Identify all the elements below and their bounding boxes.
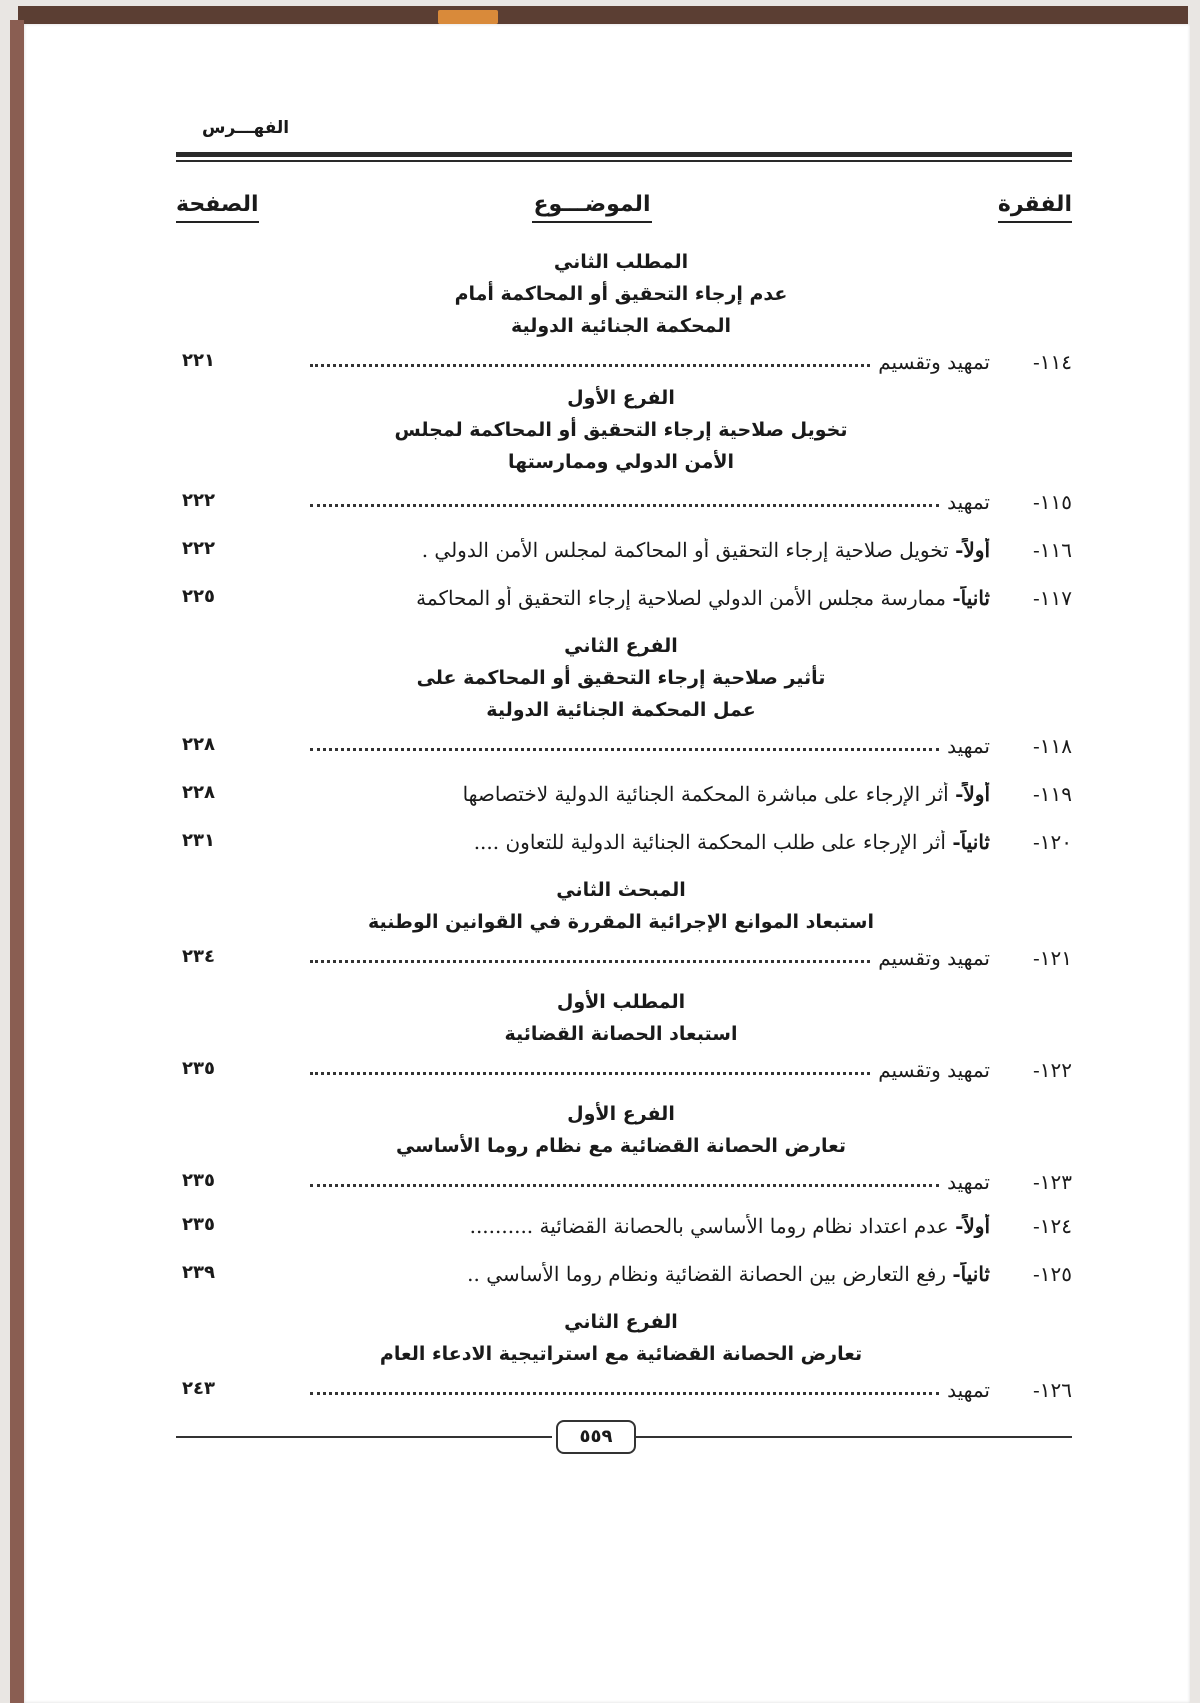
entry-text: تمهيد [947,734,990,758]
entry-ordinal: ثانياً- [952,586,990,610]
entry-text: أثر الإرجاء على مباشرة المحكمة الجنائية الدولية لاختصاصها [462,782,949,806]
page-reference: ٢٣٥ [182,1058,215,1079]
entry-title [290,1378,990,1402]
page-reference: ٢٣٥ [182,1170,215,1191]
entry-title [290,1262,990,1286]
entry-title [290,946,990,970]
dot-leader [310,960,870,963]
entry-title [290,1058,990,1082]
dot-leader [310,1184,939,1187]
section-heading: تعارض الحصانة القضائية مع نظام روما الأساسي [395,1135,847,1157]
paragraph-number: ١٢٢- [1033,1058,1072,1082]
entry-ordinal: أولاً- [955,782,990,806]
entry-text: تخويل صلاحية إرجاء التحقيق أو المحاكمة لمجلس الأمن الدولي . [421,538,949,562]
paragraph-number: ١٢٣- [1033,1170,1072,1194]
index-entry [176,830,1072,862]
paragraph-number: ١٢١- [1033,946,1072,970]
entry-title [290,490,990,514]
dot-leader [310,1072,870,1075]
index-entry [176,1378,1072,1410]
paragraph-number: ١١٦- [1033,538,1072,562]
entry-text: تمهيد وتقسيم [878,946,990,970]
index-entry [176,946,1072,978]
entry-title [290,1214,990,1238]
page-number: ٥٥٩ [556,1420,636,1454]
entry-text: تمهيد [947,1170,990,1194]
column-header-paragraph: الفقرة [998,192,1072,223]
scan-edge-mark [438,10,498,24]
page-reference: ٢٢٥ [182,586,215,607]
section-heading: الفرع الثاني [564,1311,678,1333]
entry-title [290,782,990,806]
page-reference: ٢٣٥ [182,1214,215,1235]
entry-text: تمهيد [947,1378,990,1402]
section-heading: تأثير صلاحية إرجاء التحقيق أو المحاكمة على [416,667,826,689]
entry-title [290,586,990,610]
entry-ordinal: ثانياً- [952,830,990,854]
index-entry [176,1262,1072,1294]
page-reference: ٢٣١ [182,830,215,851]
index-entry [176,538,1072,570]
section-heading: تعارض الحصانة القضائية مع استراتيجية الادعاء العام [379,1343,863,1365]
paragraph-number: ١١٧- [1033,586,1072,610]
entry-text: ممارسة مجلس الأمن الدولي لصلاحية إرجاء التحقيق أو المحاكمة [416,586,946,610]
page-reference: ٢٣٤ [182,946,215,967]
entry-text: عدم اعتداد نظام روما الأساسي بالحصانة القضائية .......... [469,1214,949,1238]
paragraph-number: ١١٩- [1033,782,1072,806]
index-entry [176,490,1072,522]
entry-title [290,1170,990,1194]
footer-rule-left [176,1436,552,1438]
entry-text: تمهيد وتقسيم [878,1058,990,1082]
page-reference: ٢٢٢ [182,538,215,559]
paragraph-number: ١٢٥- [1033,1262,1072,1286]
section-heading: عدم إرجاء التحقيق أو المحاكمة أمام [454,283,788,305]
index-entry [176,350,1072,382]
section-heading: المبحث الثاني [556,879,686,901]
index-entry [176,734,1072,766]
page-reference: ٢٢٨ [182,782,215,803]
page-reference: ٢٢١ [182,350,215,371]
dot-leader [310,504,939,507]
section-heading: المحكمة الجنائية الدولية [510,315,732,337]
dot-leader [310,364,870,367]
entry-text: تمهيد [947,490,990,514]
section-heading: تخويل صلاحية إرجاء التحقيق أو المحاكمة لمجلس [394,419,848,441]
header-rule-thin [176,160,1072,162]
paragraph-number: ١٢٠- [1033,830,1072,854]
section-heading: استبعاد الحصانة القضائية [504,1023,738,1045]
paragraph-number: ١٢٤- [1033,1214,1072,1238]
section-heading: عمل المحكمة الجنائية الدولية [486,699,756,721]
entry-ordinal: أولاً- [955,1214,990,1238]
index-entry [176,1058,1072,1090]
header-rule-thick [176,152,1072,157]
running-head-title: الفهـــرس [202,118,290,138]
section-heading: الأمن الدولي وممارستها [507,451,735,473]
column-header-topic: الموضـــوع [532,192,652,223]
paragraph-number: ١١٤- [1033,350,1072,374]
paragraph-number: ١١٥- [1033,490,1072,514]
index-entry [176,1170,1072,1202]
scan-left-edge [10,20,24,1703]
paper-sheet [24,24,1190,1703]
page-reference: ٢٢٢ [182,490,215,511]
section-heading: الفرع الثاني [564,635,678,657]
footer-rule-right [634,1436,1072,1438]
paragraph-number: ١٢٦- [1033,1378,1072,1402]
dot-leader [310,748,939,751]
index-entry [176,782,1072,814]
entry-title [290,830,990,854]
running-head [176,110,1072,150]
section-heading: الفرع الأول [567,1103,675,1125]
entry-title [290,734,990,758]
entry-text: تمهيد وتقسيم [878,350,990,374]
entry-text: أثر الإرجاء على طلب المحكمة الجنائية الدولية للتعاون .... [473,830,946,854]
entry-title [290,538,990,562]
entry-title [290,350,990,374]
entry-ordinal: ثانياً- [952,1262,990,1286]
column-header-page: الصفحة [176,192,259,223]
index-entry [176,1214,1072,1246]
section-heading: المطلب الثاني [553,251,689,273]
page-reference: ٢٢٨ [182,734,215,755]
section-heading: استبعاد الموانع الإجرائية المقررة في القوانين الوطنية [368,911,874,933]
index-page-content [176,24,1072,1703]
dot-leader [310,1392,939,1395]
index-entry [176,586,1072,618]
page-reference: ٢٤٣ [182,1378,215,1399]
entry-text: رفع التعارض بين الحصانة القضائية ونظام روما الأساسي .. [467,1262,946,1286]
paragraph-number: ١١٨- [1033,734,1072,758]
entry-ordinal: أولاً- [955,538,990,562]
section-heading: الفرع الأول [567,387,675,409]
page-reference: ٢٣٩ [182,1262,215,1283]
section-heading: المطلب الأول [556,991,686,1013]
